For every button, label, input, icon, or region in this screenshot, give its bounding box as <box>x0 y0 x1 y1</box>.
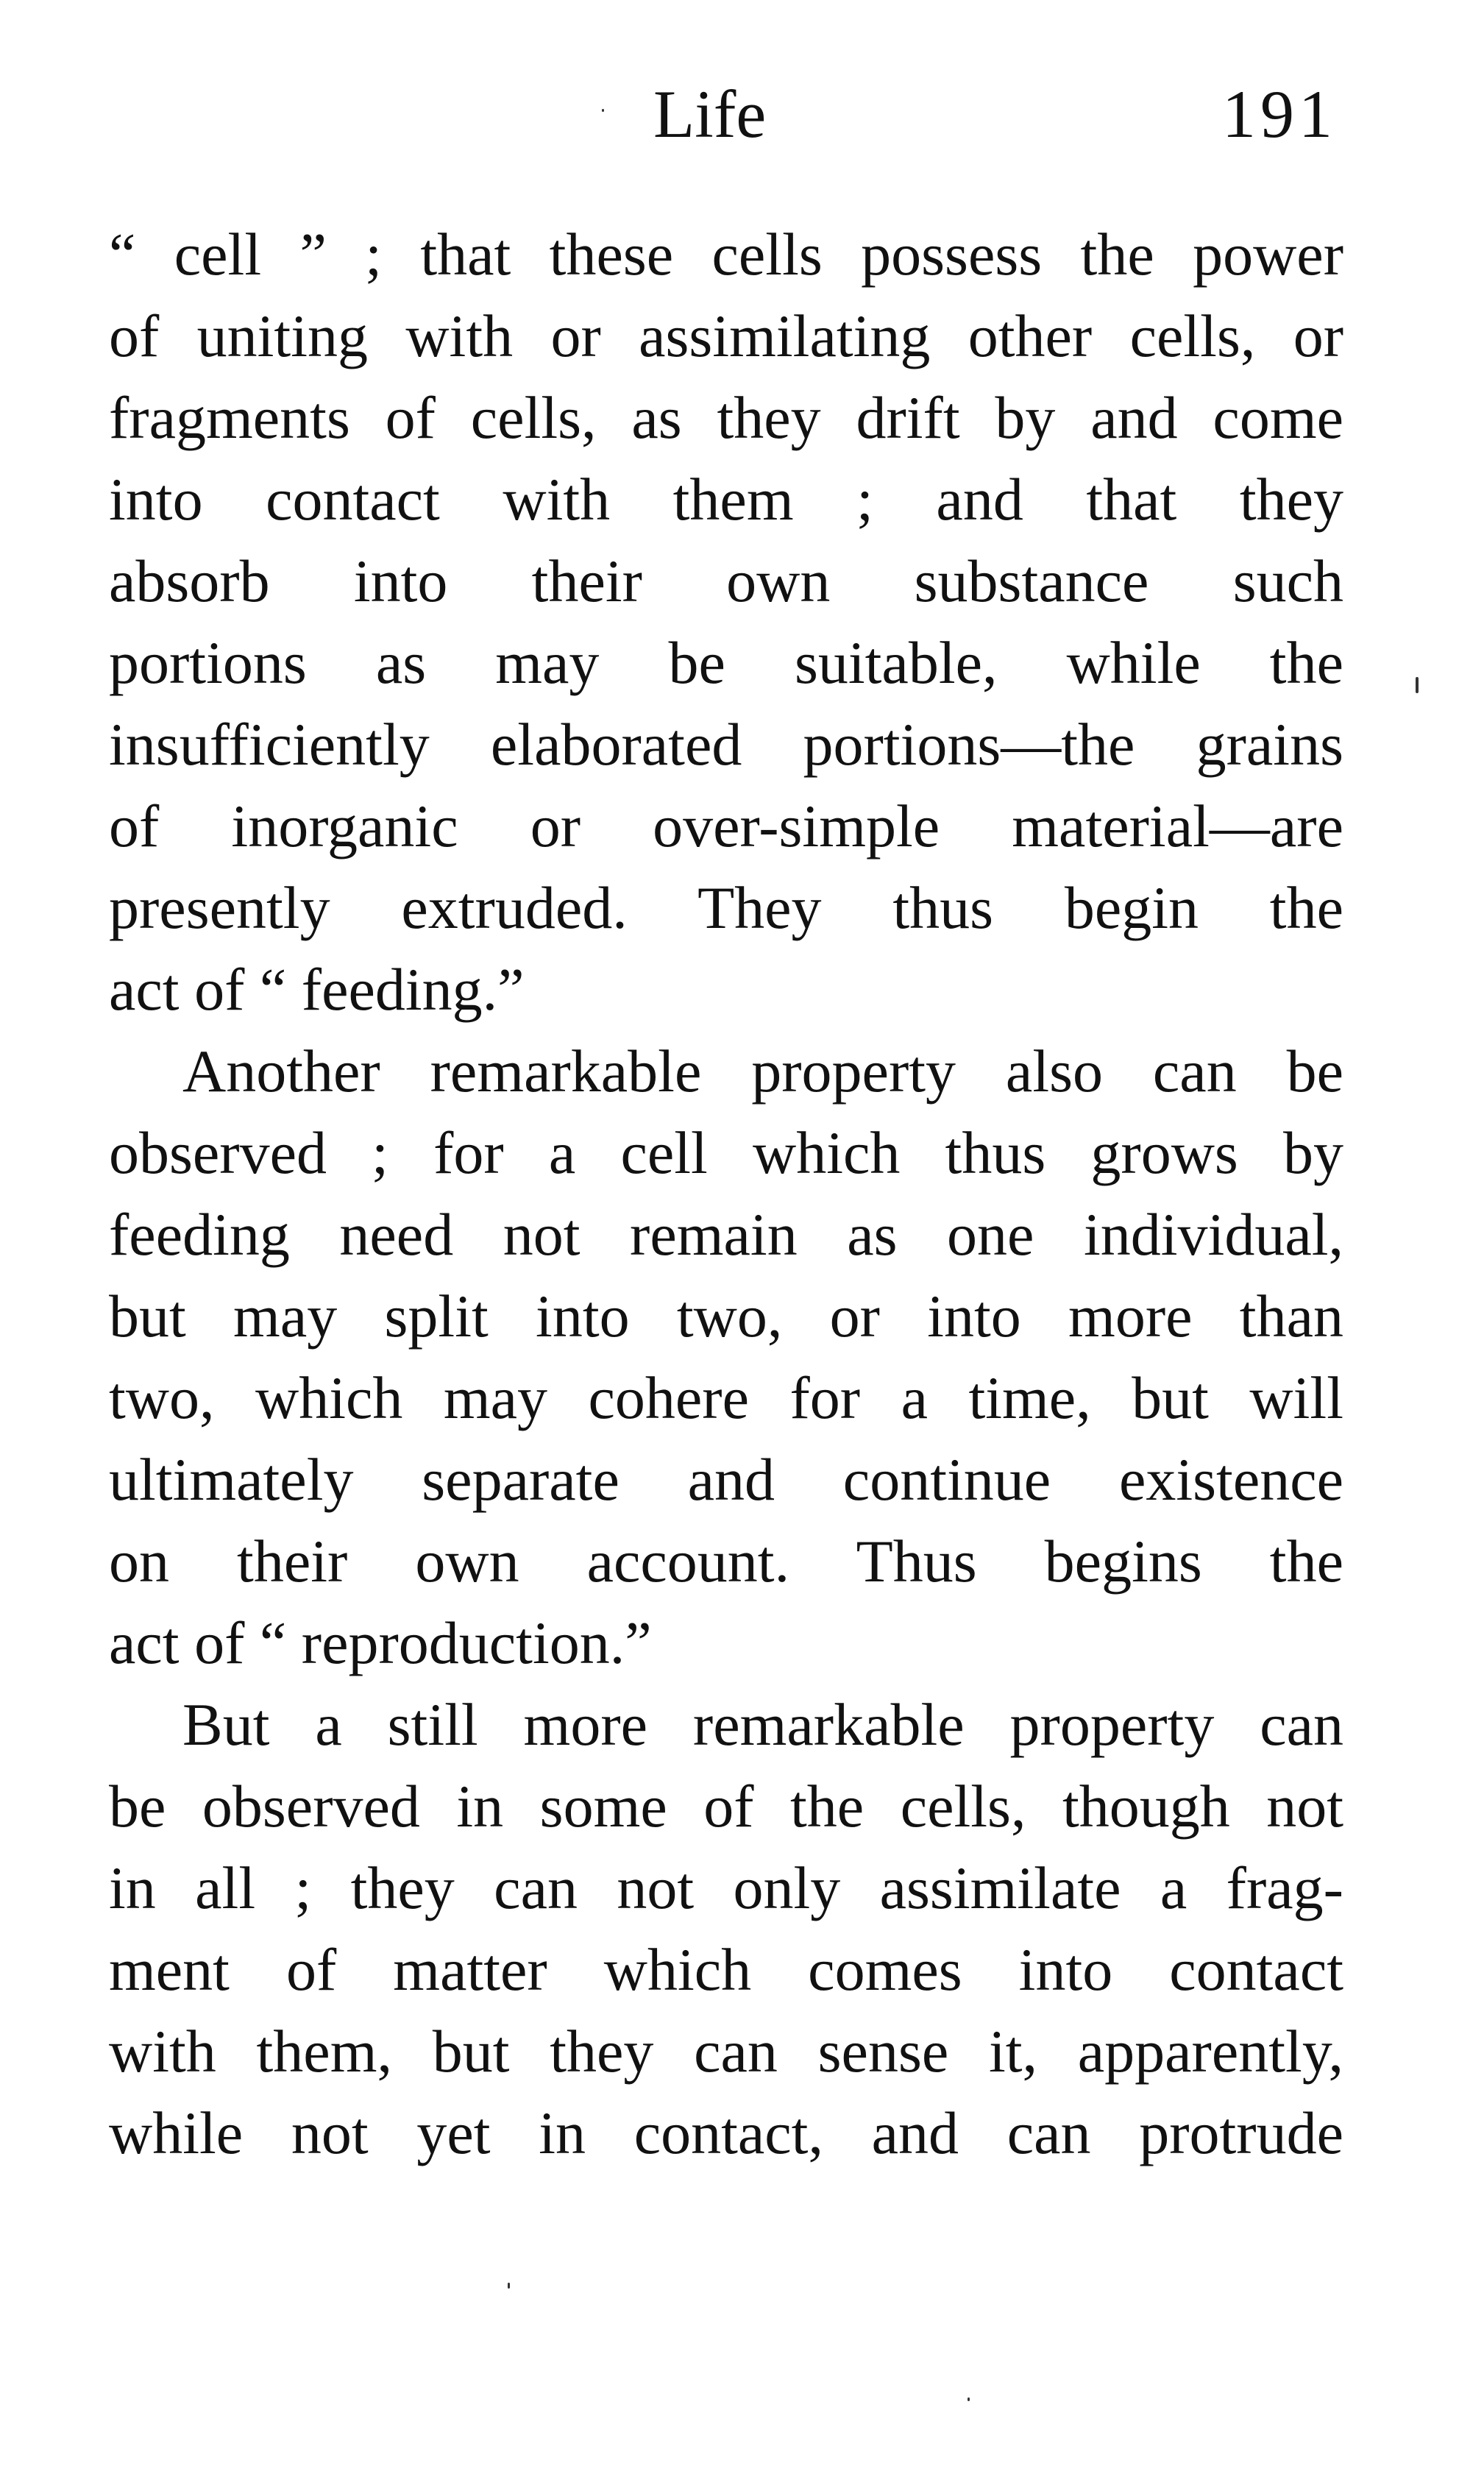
running-title: Life <box>653 77 767 152</box>
text-line: feeding need not remain as one individual, <box>109 1201 1343 1268</box>
text-line: of uniting with or assimilating other cells, or <box>109 302 1343 369</box>
body-text <box>109 213 1343 2174</box>
page-number: 191 <box>1222 77 1337 152</box>
scan-speck <box>602 109 604 112</box>
text-line: ultimately separate and continue existence <box>109 1446 1343 1513</box>
text-line: but may split into two, or into more than <box>109 1283 1343 1350</box>
running-head <box>0 70 1484 158</box>
text-line: while not yet in contact, and can protrude <box>109 2099 1343 2166</box>
text-line: of inorganic or over-simple material—are <box>109 793 1343 859</box>
text-line: fragments of cells, as they drift by and come <box>109 384 1343 451</box>
text-line: act of “ reproduction.” <box>109 1609 652 1676</box>
text-line: absorb into their own substance such <box>109 547 1343 614</box>
text-line: into contact with them ; and that they <box>109 466 1343 533</box>
text-line: insufficiently elaborated portions—the grains <box>109 711 1343 778</box>
text-line: “ cell ” ; that these cells possess the power <box>109 221 1343 288</box>
text-line: ment of matter which comes into contact <box>109 1936 1343 2003</box>
text-line: act of “ feeding.” <box>109 956 525 1023</box>
scan-speck <box>968 2397 970 2401</box>
text-line: with them, but they can sense it, apparently, <box>109 2018 1343 2085</box>
text-line: in all ; they can not only assimilate a frag- <box>109 1854 1343 1921</box>
text-line: presently extruded. They thus begin the <box>109 874 1343 941</box>
scan-speck <box>508 2283 510 2289</box>
text-line: portions as may be suitable, while the <box>109 629 1343 696</box>
paragraph <box>109 1030 1343 1684</box>
scan-speck <box>1416 677 1419 693</box>
paragraph <box>109 1684 1343 2174</box>
text-line: on their own account. Thus begins the <box>109 1528 1343 1595</box>
text-line: be observed in some of the cells, though not <box>109 1773 1343 1840</box>
text-line: But a still more remarkable property can <box>182 1691 1343 1758</box>
text-line: Another remarkable property also can be <box>182 1038 1343 1105</box>
paragraph <box>109 213 1343 1030</box>
text-line: two, which may cohere for a time, but will <box>109 1364 1343 1431</box>
text-line: observed ; for a cell which thus grows by <box>109 1119 1343 1186</box>
